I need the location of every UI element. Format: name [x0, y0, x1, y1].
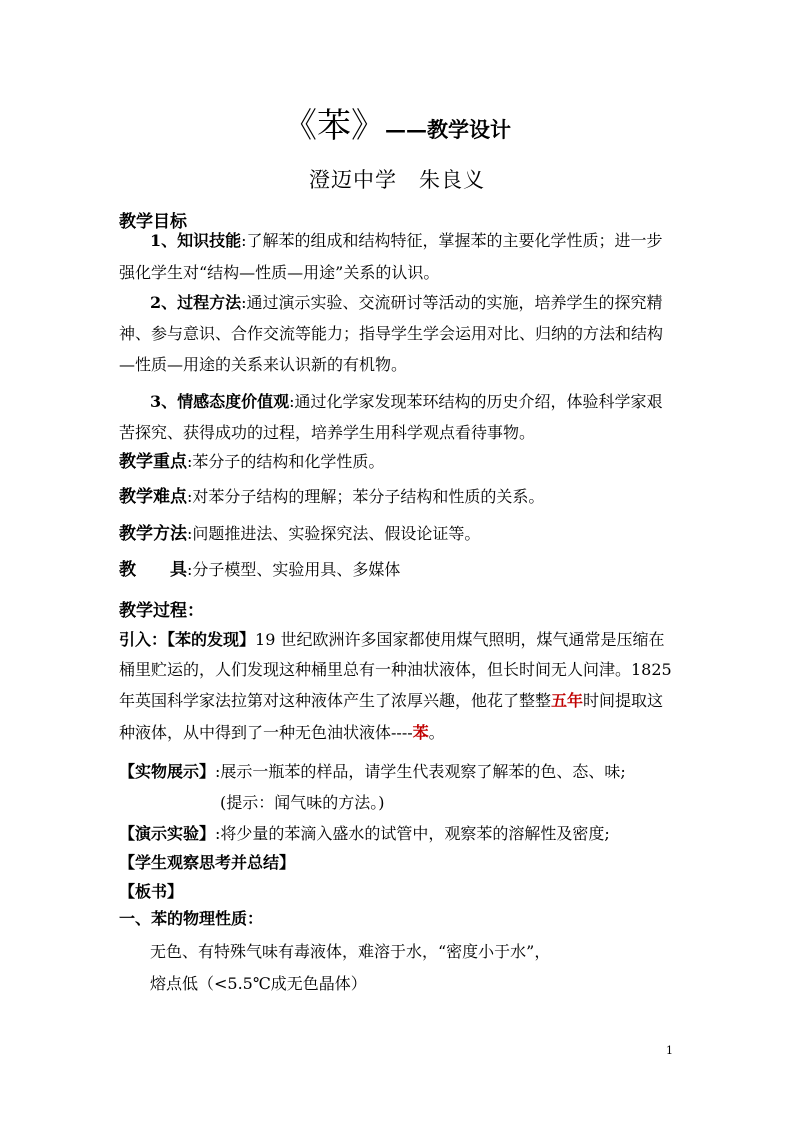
page-number: 1 — [666, 1044, 673, 1057]
key-label: 教学重点 — [119, 452, 187, 472]
diff-text: :对苯分子结构的理解；苯分子结构和性质的关系。 — [187, 487, 545, 506]
teaching-methods — [119, 524, 480, 544]
physical-properties-heading: 一、苯的物理性质： — [119, 909, 264, 928]
goal-1-label: 1、知识技能 — [150, 231, 242, 250]
diff-label: 教学难点 — [119, 487, 187, 507]
goal-2-line-2: 神、参与意识、合作交流等能力；指导学生学会运用对比、归纳的方法和结构 — [119, 324, 664, 343]
intro-label: 引入： — [119, 630, 168, 649]
intro-text-3a: 年英国科学家法拉第对这种液体产生了浓厚兴趣，他花了整整 — [119, 691, 552, 710]
show-label: 【实物展示】 — [119, 762, 216, 781]
intro-text-4a: 种液体，从中得到了一种无色油状液体---- — [119, 723, 413, 742]
board-writing: 【板书】 — [119, 882, 184, 901]
demo-experiment — [119, 824, 610, 844]
sample-display — [119, 762, 626, 782]
intro-line-3 — [119, 691, 663, 711]
goal-1-line-2: 强化学生对“结构—性质—用途”关系的认识。 — [119, 263, 440, 282]
intro-text-4b: 。 — [428, 723, 445, 742]
intro-line-1 — [119, 630, 664, 650]
goal-2-text-1: :通过演示实验、交流研讨等活动的实施，培养学生的探究精 — [241, 293, 663, 312]
difficult-points — [119, 487, 544, 507]
goal-2-line-3: —性质—用途的关系来认识新的有机物。 — [119, 355, 408, 374]
goal-2-label: 2、过程方法 — [150, 293, 242, 312]
intro-line-4 — [119, 723, 445, 743]
title-sub: ——教学设计 — [385, 117, 511, 142]
goal-1-line-1 — [150, 231, 663, 251]
key-text: :苯分子的结构和化学性质。 — [187, 452, 385, 471]
goal-3-line-1 — [150, 392, 663, 412]
author-line: 澄迈中学 朱良义 — [309, 168, 485, 192]
student-observation: 【学生观察思考并总结】 — [119, 853, 296, 872]
goal-3-label: 3、情感态度价值观 — [150, 392, 290, 411]
key-points — [119, 452, 384, 472]
intro-text-1: 19 世纪欧洲许多国家都使用煤气照明，煤气通常是压缩在 — [255, 630, 665, 649]
page-title — [0, 98, 794, 147]
demo-label: 【演示实验】 — [119, 824, 216, 843]
title-main: 《苯》 — [283, 106, 385, 146]
method-label: 教学方法 — [119, 524, 187, 544]
demo-text: :将少量的苯滴入盛水的试管中，观察苯的溶解性及密度; — [215, 824, 610, 843]
method-text: :问题推进法、实验探究法、假设论证等。 — [187, 524, 481, 543]
show-text: :展示一瓶苯的样品，请学生代表观察了解苯的色、态、味; — [215, 762, 626, 781]
process-heading: 教学过程： — [119, 601, 204, 621]
intro-tag: 【苯的发现】 — [167, 630, 256, 649]
goals-heading: 教学目标 — [119, 212, 187, 232]
highlight-five-years: 五年 — [551, 691, 584, 710]
tools-text: :分子模型、实验用具、多媒体 — [187, 560, 401, 579]
teaching-tools — [119, 560, 400, 580]
physical-properties-line-1: 无色、有特殊气味有毒液体，难溶于水，“密度小于水”， — [150, 942, 551, 961]
goal-2-line-1 — [150, 293, 663, 313]
intro-text-3b: 时间提取这 — [583, 691, 664, 710]
goal-3-line-2: 苦探究、获得成功的过程，培养学生用科学观点看待事物。 — [119, 423, 536, 442]
smell-hint: (提示：闻气味的方法。) — [220, 793, 385, 812]
highlight-benzene: 苯 — [412, 723, 429, 742]
intro-line-2: 桶里贮运的，人们发现这种桶里总有一种油状液体，但长时间无人问津。1825 — [119, 660, 672, 679]
tools-label: 教 具 — [119, 560, 187, 580]
physical-properties-line-2: 熔点低（<5.5℃成无色晶体） — [150, 974, 367, 993]
goal-1-text-1: :了解苯的组成和结构特征，掌握苯的主要化学性质；进一步 — [241, 231, 663, 250]
goal-3-text-1: :通过化学家发现苯环结构的历史介绍，体验科学家艰 — [289, 392, 663, 411]
